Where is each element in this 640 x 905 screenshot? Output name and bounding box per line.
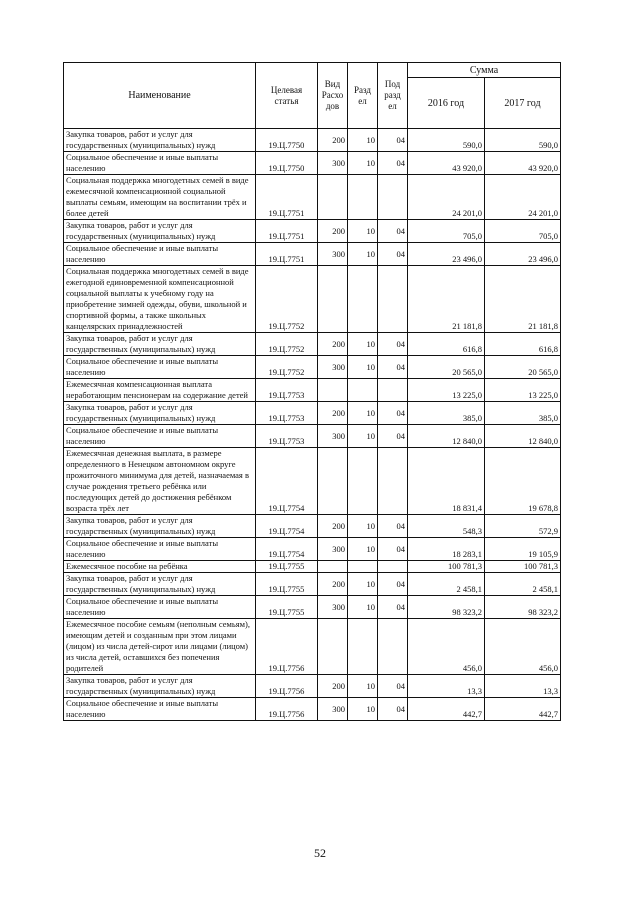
table-row xyxy=(64,243,561,266)
amount-2016: 616,8 xyxy=(408,333,485,356)
section xyxy=(348,561,378,573)
section: 10 xyxy=(348,402,378,425)
table-row xyxy=(64,538,561,561)
section: 10 xyxy=(348,243,378,266)
amount-2017: 13,3 xyxy=(485,675,561,698)
table-row xyxy=(64,573,561,596)
target-article: 19.Ц.7753 xyxy=(256,402,318,425)
subsection xyxy=(378,448,408,515)
section xyxy=(348,448,378,515)
expense-type: 300 xyxy=(318,538,348,561)
expense-type: 200 xyxy=(318,675,348,698)
row-name: Социальное обеспечение и иные выплаты населению xyxy=(64,698,256,721)
target-article: 19.Ц.7751 xyxy=(256,175,318,220)
expense-type xyxy=(318,175,348,220)
subsection: 04 xyxy=(378,515,408,538)
section: 10 xyxy=(348,333,378,356)
subsection: 04 xyxy=(378,333,408,356)
header-sum: Сумма xyxy=(408,63,561,78)
amount-2016: 100 781,3 xyxy=(408,561,485,573)
expense-type xyxy=(318,379,348,402)
row-name: Закупка товаров, работ и услуг для государственных (муниципальных) нужд xyxy=(64,220,256,243)
row-name: Закупка товаров, работ и услуг для государственных (муниципальных) нужд xyxy=(64,573,256,596)
amount-2017: 2 458,1 xyxy=(485,573,561,596)
table-row xyxy=(64,356,561,379)
section: 10 xyxy=(348,596,378,619)
target-article: 19.Ц.7752 xyxy=(256,356,318,379)
table-row xyxy=(64,175,561,220)
target-article: 19.Ц.7754 xyxy=(256,448,318,515)
target-article: 19.Ц.7750 xyxy=(256,152,318,175)
section xyxy=(348,175,378,220)
target-article: 19.Ц.7752 xyxy=(256,266,318,333)
header-section: Разд ел xyxy=(348,63,378,129)
section: 10 xyxy=(348,356,378,379)
amount-2016: 385,0 xyxy=(408,402,485,425)
table-row xyxy=(64,448,561,515)
target-article: 19.Ц.7754 xyxy=(256,515,318,538)
subsection: 04 xyxy=(378,356,408,379)
header-subsection: Под разд ел xyxy=(378,63,408,129)
amount-2016: 442,7 xyxy=(408,698,485,721)
row-name: Социальное обеспечение и иные выплаты населению xyxy=(64,152,256,175)
expense-type: 300 xyxy=(318,698,348,721)
table-body xyxy=(64,129,561,721)
section: 10 xyxy=(348,538,378,561)
table-row xyxy=(64,129,561,152)
subsection xyxy=(378,619,408,675)
table-row xyxy=(64,675,561,698)
row-name: Социальная поддержка многодетных семей в виде ежемесячной компенсационной социальной выплаты семьям, имеющим на воспитании трёх и более детей xyxy=(64,175,256,220)
row-name: Социальное обеспечение и иные выплаты населению xyxy=(64,538,256,561)
expense-type: 200 xyxy=(318,402,348,425)
amount-2017: 43 920,0 xyxy=(485,152,561,175)
amount-2017: 616,8 xyxy=(485,333,561,356)
amount-2017: 456,0 xyxy=(485,619,561,675)
section: 10 xyxy=(348,425,378,448)
section xyxy=(348,379,378,402)
amount-2016: 590,0 xyxy=(408,129,485,152)
table-row xyxy=(64,698,561,721)
header-name: Наименование xyxy=(64,63,256,129)
section: 10 xyxy=(348,675,378,698)
header-row-1 xyxy=(64,63,561,78)
section: 10 xyxy=(348,698,378,721)
row-name: Закупка товаров, работ и услуг для государственных (муниципальных) нужд xyxy=(64,675,256,698)
amount-2017: 19 105,9 xyxy=(485,538,561,561)
table-row xyxy=(64,402,561,425)
subsection xyxy=(378,561,408,573)
subsection xyxy=(378,379,408,402)
table-row xyxy=(64,220,561,243)
subsection: 04 xyxy=(378,152,408,175)
amount-2016: 456,0 xyxy=(408,619,485,675)
table-row xyxy=(64,379,561,402)
amount-2016: 98 323,2 xyxy=(408,596,485,619)
target-article: 19.Ц.7753 xyxy=(256,379,318,402)
amount-2017: 13 225,0 xyxy=(485,379,561,402)
subsection xyxy=(378,266,408,333)
amount-2017: 12 840,0 xyxy=(485,425,561,448)
amount-2016: 18 831,4 xyxy=(408,448,485,515)
target-article: 19.Ц.7752 xyxy=(256,333,318,356)
expense-type xyxy=(318,266,348,333)
expense-type xyxy=(318,561,348,573)
amount-2017: 20 565,0 xyxy=(485,356,561,379)
amount-2017: 19 678,8 xyxy=(485,448,561,515)
target-article: 19.Ц.7755 xyxy=(256,561,318,573)
section: 10 xyxy=(348,573,378,596)
row-name: Закупка товаров, работ и услуг для государственных (муниципальных) нужд xyxy=(64,129,256,152)
row-name: Ежемесячная денежная выплата, в размере определенного в Ненецком автономном округе прожиточного минимума для детей, назначаемая в случае рождения третьего ребёнка или последующих детей до достижения ребёнком возраста трёх лет xyxy=(64,448,256,515)
section xyxy=(348,619,378,675)
amount-2017: 572,9 xyxy=(485,515,561,538)
target-article: 19.Ц.7756 xyxy=(256,698,318,721)
amount-2017: 23 496,0 xyxy=(485,243,561,266)
amount-2016: 548,3 xyxy=(408,515,485,538)
subsection: 04 xyxy=(378,129,408,152)
target-article: 19.Ц.7754 xyxy=(256,538,318,561)
amount-2016: 18 283,1 xyxy=(408,538,485,561)
expense-type: 200 xyxy=(318,333,348,356)
amount-2017: 385,0 xyxy=(485,402,561,425)
amount-2017: 98 323,2 xyxy=(485,596,561,619)
row-name: Социальная поддержка многодетных семей в виде ежегодной единовременной компенсационной социальной выплаты к учебному году на приобретение зимней одежды, обуви, школьной и спортивной формы, а также школьных канцелярских принадлежностей xyxy=(64,266,256,333)
subsection: 04 xyxy=(378,698,408,721)
target-article: 19.Ц.7756 xyxy=(256,675,318,698)
row-name: Закупка товаров, работ и услуг для государственных (муниципальных) нужд xyxy=(64,402,256,425)
section xyxy=(348,266,378,333)
subsection: 04 xyxy=(378,220,408,243)
expense-type: 300 xyxy=(318,596,348,619)
expense-type: 200 xyxy=(318,220,348,243)
expense-type xyxy=(318,448,348,515)
expense-type: 300 xyxy=(318,152,348,175)
row-name: Ежемесячное пособие на ребёнка xyxy=(64,561,256,573)
amount-2016: 21 181,8 xyxy=(408,266,485,333)
section: 10 xyxy=(348,220,378,243)
table-row xyxy=(64,425,561,448)
row-name: Ежемесячное пособие семьям (неполным семьям), имеющим детей и созданным при этом лицами (лицом) из числа детей-сирот или лицами (лицом) из числа детей, оставшихся без попечения родителей xyxy=(64,619,256,675)
amount-2016: 12 840,0 xyxy=(408,425,485,448)
target-article: 19.Ц.7753 xyxy=(256,425,318,448)
row-name: Закупка товаров, работ и услуг для государственных (муниципальных) нужд xyxy=(64,515,256,538)
table-row xyxy=(64,152,561,175)
amount-2017: 100 781,3 xyxy=(485,561,561,573)
expense-type: 200 xyxy=(318,515,348,538)
row-name: Ежемесячная компенсационная выплата неработающим пенсионерам на содержание детей xyxy=(64,379,256,402)
header-expense-type: Вид Расхо дов xyxy=(318,63,348,129)
header-year-2017: 2017 год xyxy=(485,78,561,129)
target-article: 19.Ц.7756 xyxy=(256,619,318,675)
page-number: 52 xyxy=(314,846,326,860)
subsection: 04 xyxy=(378,573,408,596)
amount-2017: 442,7 xyxy=(485,698,561,721)
row-name: Социальное обеспечение и иные выплаты населению xyxy=(64,425,256,448)
row-name: Социальное обеспечение и иные выплаты населению xyxy=(64,243,256,266)
expense-type xyxy=(318,619,348,675)
subsection: 04 xyxy=(378,402,408,425)
target-article: 19.Ц.7750 xyxy=(256,129,318,152)
target-article: 19.Ц.7755 xyxy=(256,573,318,596)
amount-2017: 24 201,0 xyxy=(485,175,561,220)
target-article: 19.Ц.7751 xyxy=(256,243,318,266)
budget-table xyxy=(63,62,561,721)
expense-type: 300 xyxy=(318,425,348,448)
target-article: 19.Ц.7751 xyxy=(256,220,318,243)
amount-2017: 21 181,8 xyxy=(485,266,561,333)
table-row xyxy=(64,619,561,675)
subsection: 04 xyxy=(378,675,408,698)
table-row xyxy=(64,561,561,573)
row-name: Социальное обеспечение и иные выплаты населению xyxy=(64,596,256,619)
table-row xyxy=(64,596,561,619)
row-name: Закупка товаров, работ и услуг для государственных (муниципальных) нужд xyxy=(64,333,256,356)
subsection: 04 xyxy=(378,538,408,561)
table-row xyxy=(64,333,561,356)
header-target-article: Целевая статья xyxy=(256,63,318,129)
subsection xyxy=(378,175,408,220)
expense-type: 200 xyxy=(318,573,348,596)
amount-2016: 23 496,0 xyxy=(408,243,485,266)
amount-2017: 590,0 xyxy=(485,129,561,152)
amount-2017: 705,0 xyxy=(485,220,561,243)
table-row xyxy=(64,515,561,538)
amount-2016: 13,3 xyxy=(408,675,485,698)
amount-2016: 20 565,0 xyxy=(408,356,485,379)
subsection: 04 xyxy=(378,596,408,619)
amount-2016: 13 225,0 xyxy=(408,379,485,402)
section: 10 xyxy=(348,152,378,175)
expense-type: 300 xyxy=(318,356,348,379)
section: 10 xyxy=(348,129,378,152)
amount-2016: 43 920,0 xyxy=(408,152,485,175)
amount-2016: 24 201,0 xyxy=(408,175,485,220)
subsection: 04 xyxy=(378,425,408,448)
amount-2016: 2 458,1 xyxy=(408,573,485,596)
subsection: 04 xyxy=(378,243,408,266)
target-article: 19.Ц.7755 xyxy=(256,596,318,619)
row-name: Социальное обеспечение и иные выплаты населению xyxy=(64,356,256,379)
header-year-2016: 2016 год xyxy=(408,78,485,129)
expense-type: 300 xyxy=(318,243,348,266)
amount-2016: 705,0 xyxy=(408,220,485,243)
table-row xyxy=(64,266,561,333)
expense-type: 200 xyxy=(318,129,348,152)
section: 10 xyxy=(348,515,378,538)
